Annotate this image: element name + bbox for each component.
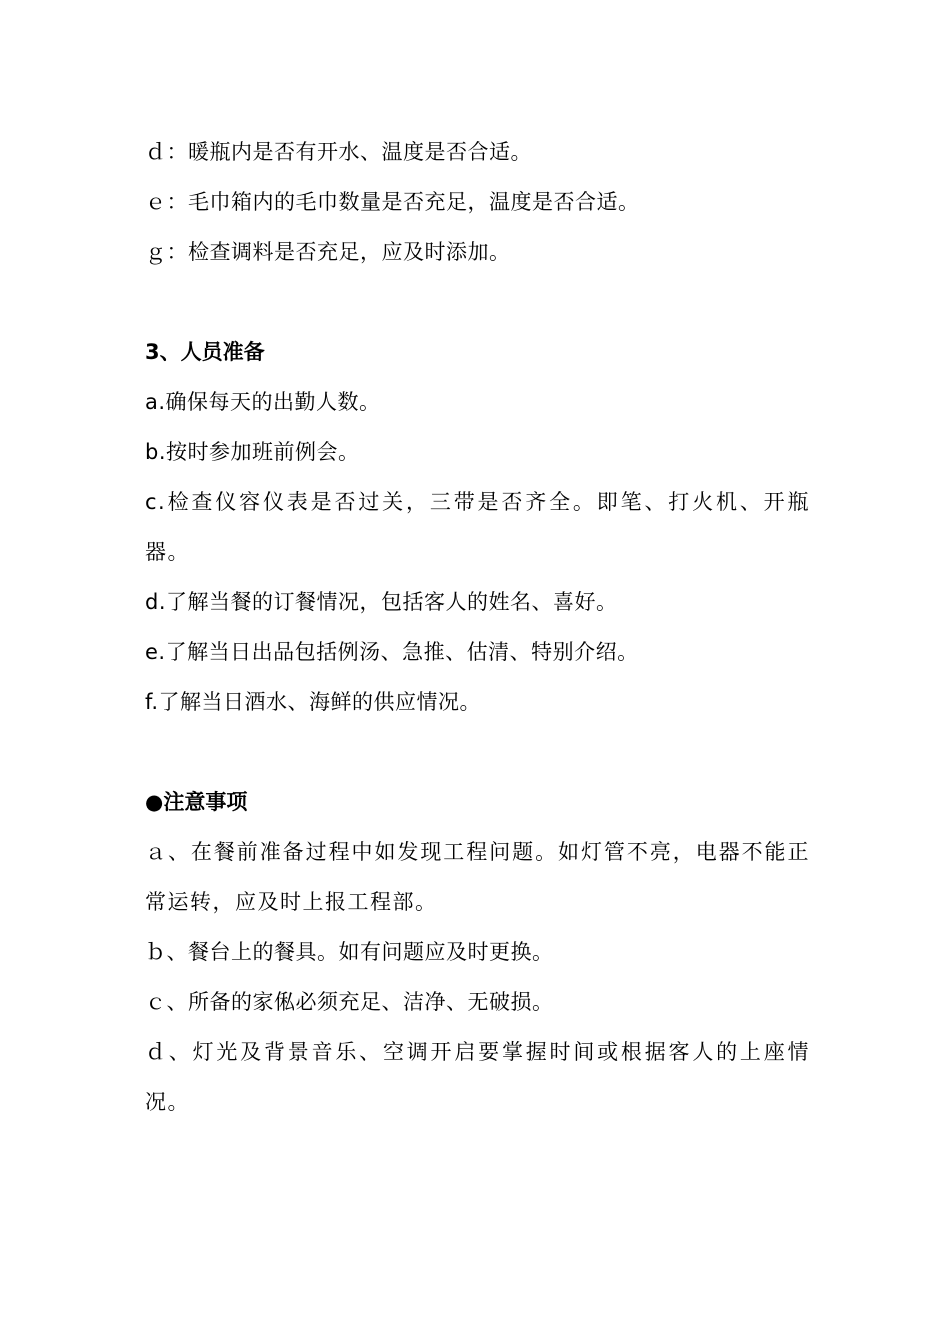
- section-heading-staff-preparation: 3、人员准备: [145, 340, 265, 364]
- paragraph-d-thermos: ｄ：暖瓶内是否有开水、温度是否合适。: [145, 140, 532, 164]
- document-page: [145, 127, 810, 1127]
- paragraph-d-reservations: d.了解当餐的订餐情况，包括客人的姓名、喜好。: [145, 590, 618, 614]
- paragraph-e-towel-box: ｅ：毛巾箱内的毛巾数量是否充足，温度是否合适。: [145, 190, 640, 214]
- note-b-tableware: ｂ、餐台上的餐具。如有问题应及时更换。: [145, 940, 554, 964]
- paragraph-e-daily-dishes: e.了解当日出品包括例汤、急推、估清、特别介绍。: [145, 640, 639, 664]
- paragraph-b-meeting: b.按时参加班前例会。: [145, 440, 360, 464]
- spacer: [145, 277, 810, 327]
- section-heading-notes: ●注意事项: [145, 790, 248, 814]
- paragraph-a-attendance: a.确保每天的出勤人数。: [145, 390, 381, 414]
- spacer: [145, 727, 810, 777]
- note-d-lighting-music: ｄ、灯光及背景音乐、空调开启要掌握时间或根据客人的上座情况。: [145, 1040, 810, 1114]
- note-c-furniture: ｃ、所备的家俬必须充足、洁净、无破损。: [145, 990, 554, 1014]
- paragraph-c-appearance: c.检查仪容仪表是否过关，三带是否齐全。即笔、打火机、开瓶器。: [145, 490, 810, 564]
- paragraph-g-seasoning: ｇ：检查调料是否充足，应及时添加。: [145, 240, 511, 264]
- note-a-engineering: ａ、在餐前准备过程中如发现工程问题。如灯管不亮，电器不能正常运转，应及时上报工程部。: [145, 840, 810, 914]
- paragraph-f-supply: f.了解当日酒水、海鲜的供应情况。: [145, 690, 482, 714]
